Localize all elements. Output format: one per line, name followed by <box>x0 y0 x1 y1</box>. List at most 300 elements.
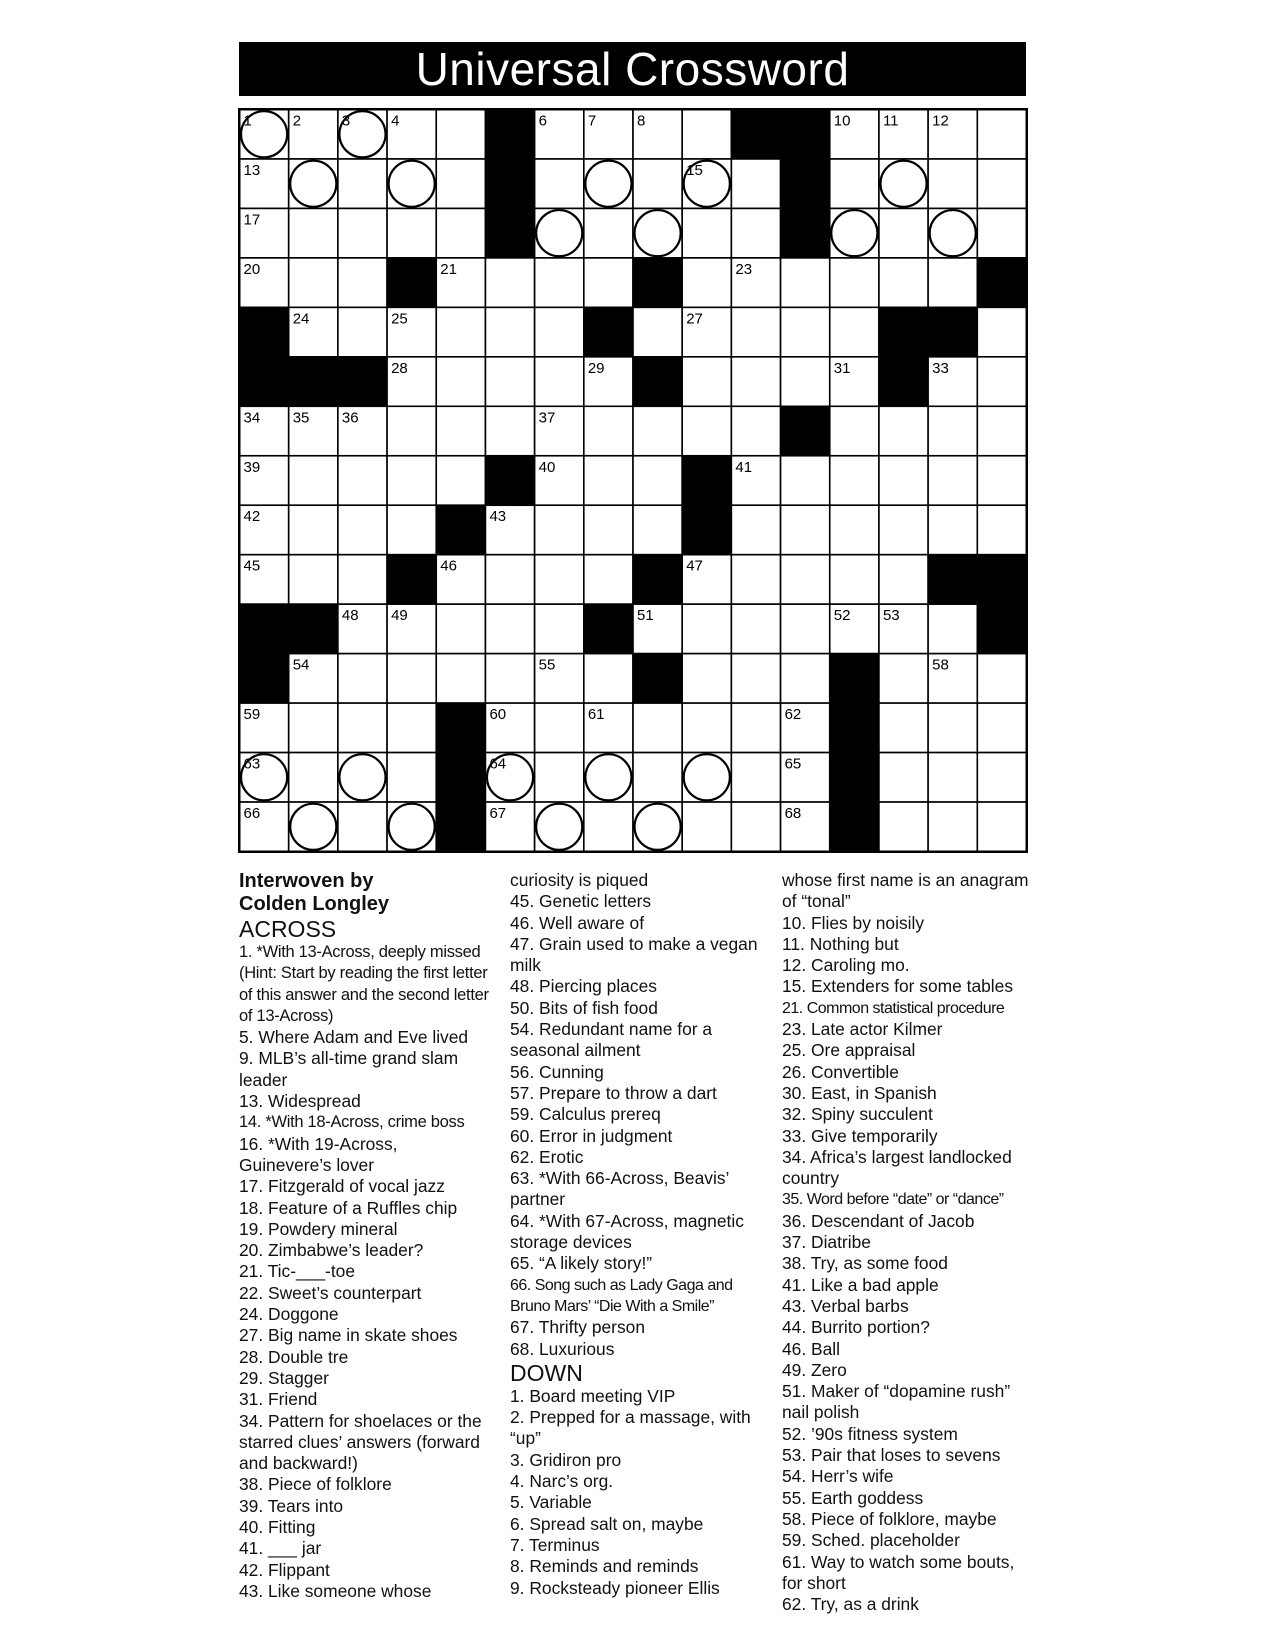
grid-cell[interactable] <box>928 208 977 257</box>
grid-cell[interactable] <box>338 456 387 505</box>
grid-cell[interactable] <box>781 654 830 703</box>
grid-cell[interactable] <box>387 802 436 851</box>
clue-item: 46. Ball <box>782 1338 841 1359</box>
clue-number: 47 <box>686 557 703 575</box>
clue-item: 34. Africa’s largest landlocked country <box>782 1146 1012 1189</box>
grid-cell[interactable] <box>879 654 928 703</box>
clue-item: 49. Zero <box>782 1359 847 1380</box>
black-square <box>289 604 338 653</box>
puzzle-author: Colden Longley <box>239 893 389 915</box>
grid-cell[interactable] <box>977 159 1026 208</box>
clue-number: 33 <box>932 359 949 377</box>
grid-cell[interactable] <box>633 159 682 208</box>
grid-cell[interactable] <box>879 208 928 257</box>
grid-cell[interactable] <box>731 753 780 802</box>
grid-cell[interactable] <box>485 258 534 307</box>
down-heading: DOWN <box>510 1359 583 1386</box>
clue-item: 38. Piece of folklore <box>239 1474 392 1495</box>
grid-cell[interactable] <box>830 456 879 505</box>
grid-cell[interactable] <box>731 406 780 455</box>
clue-item: 41. Like a bad apple <box>782 1274 939 1295</box>
grid-cell[interactable] <box>338 307 387 356</box>
grid-cell[interactable] <box>879 456 928 505</box>
grid-cell[interactable] <box>485 406 534 455</box>
grid-cell[interactable] <box>485 307 534 356</box>
grid-cell[interactable] <box>584 258 633 307</box>
black-square <box>240 604 289 653</box>
clue-item: 51. Maker of “dopamine rush” nail polish <box>782 1381 1011 1423</box>
black-square <box>387 555 436 604</box>
clue-number: 11 <box>882 112 899 130</box>
clue-item: 42. Flippant <box>239 1559 330 1580</box>
black-square <box>879 307 928 356</box>
grid-cell[interactable] <box>731 802 780 851</box>
clue-number: 42 <box>243 508 261 526</box>
grid-cell[interactable] <box>830 555 879 604</box>
grid-cell[interactable] <box>879 802 928 851</box>
grid-cell[interactable] <box>781 505 830 554</box>
clue-number: 17 <box>243 211 261 229</box>
grid-cell[interactable] <box>977 703 1026 752</box>
clue-number: 9 <box>784 112 793 130</box>
clue-item: 46. Well aware of <box>510 912 645 933</box>
clue-number: 57 <box>833 656 851 674</box>
clue-number: 21 <box>440 260 457 278</box>
grid-cell[interactable] <box>977 654 1026 703</box>
clue-item: 44. Burrito portion? <box>782 1317 930 1338</box>
grid-cell[interactable] <box>633 505 682 554</box>
page-title: Universal Crossword <box>239 42 1026 96</box>
clue-item: 7. Terminus <box>510 1534 600 1555</box>
grid-cell[interactable] <box>584 208 633 257</box>
clue-item: 48. Piercing places <box>510 976 657 997</box>
grid-cell[interactable] <box>977 110 1026 159</box>
clue-number: 12 <box>932 112 949 130</box>
clue-item: 64. *With 67-Across, magnetic storage devices <box>510 1210 744 1253</box>
grid-cell[interactable] <box>879 505 928 554</box>
clue-number: 28 <box>391 359 408 377</box>
grid-cell[interactable] <box>682 258 731 307</box>
clue-item: 10. Flies by noisily <box>782 912 925 933</box>
grid-cell[interactable] <box>682 110 731 159</box>
grid-cell[interactable] <box>830 307 879 356</box>
black-square <box>682 456 731 505</box>
clue-number: 24 <box>292 310 310 328</box>
grid-cell[interactable] <box>338 703 387 752</box>
black-square <box>387 258 436 307</box>
clue-item: 45. Genetic letters <box>510 891 652 912</box>
clue-item: 52. ’90s fitness system <box>782 1423 958 1444</box>
grid-cell[interactable] <box>584 555 633 604</box>
clue-number: 10 <box>833 112 851 130</box>
clue-number: 52 <box>833 607 851 625</box>
clue-item: 47. Grain used to make a vegan milk <box>510 933 758 976</box>
black-square <box>240 307 289 356</box>
grid-cell[interactable] <box>633 208 682 257</box>
grid-cell[interactable] <box>436 456 485 505</box>
clue-item: 12. Caroling mo. <box>782 955 910 976</box>
grid-cell[interactable] <box>928 456 977 505</box>
grid-cell[interactable] <box>289 159 338 208</box>
clue-item: 17. Fitzgerald of vocal jazz <box>239 1176 445 1197</box>
down-clue-list <box>510 1386 765 1599</box>
crossword-grid[interactable] <box>238 108 1028 853</box>
grid-cell[interactable] <box>781 258 830 307</box>
grid-cell[interactable] <box>731 703 780 752</box>
grid-cell[interactable] <box>289 555 338 604</box>
clue-number: 37 <box>538 409 556 427</box>
grid-cell[interactable] <box>682 703 731 752</box>
clue-number: 39 <box>243 458 261 476</box>
clue-item: 4. Narc’s org. <box>510 1471 614 1492</box>
black-square <box>289 357 338 406</box>
black-square <box>436 753 485 802</box>
clue-item: 34. Pattern for shoelaces or the starred clues’ answers (forward and backward!) <box>239 1410 482 1474</box>
grid-cell[interactable] <box>682 357 731 406</box>
grid-cell[interactable] <box>830 505 879 554</box>
grid-cell[interactable] <box>633 456 682 505</box>
grid-cell[interactable] <box>977 357 1026 406</box>
clue-number: 44 <box>686 508 703 526</box>
grid-cell[interactable] <box>682 604 731 653</box>
grid-cell[interactable] <box>584 456 633 505</box>
grid-cell[interactable] <box>731 357 780 406</box>
grid-cell[interactable] <box>928 159 977 208</box>
across-heading: ACROSS <box>239 916 337 942</box>
grid-cell[interactable] <box>928 258 977 307</box>
clue-number: 36 <box>341 409 359 427</box>
grid-cell[interactable] <box>731 604 780 653</box>
clue-number: 34 <box>243 409 261 427</box>
clue-item: 56. Cunning <box>510 1061 604 1082</box>
black-square <box>977 604 1026 653</box>
clue-item: 15. Extenders for some tables <box>782 976 1014 997</box>
grid-cell[interactable] <box>682 753 731 802</box>
clue-item: 61. Way to watch some bouts, for short <box>782 1551 1015 1593</box>
clue-item: 62. Erotic <box>510 1146 584 1167</box>
clue-item: 58. Piece of folklore, maybe <box>782 1508 997 1529</box>
grid-cell[interactable] <box>485 357 534 406</box>
clue-number: 23 <box>735 260 753 278</box>
clue-number: 61 <box>587 706 605 724</box>
grid-cell[interactable] <box>731 208 780 257</box>
grid-cell[interactable] <box>781 357 830 406</box>
grid-cell[interactable] <box>977 208 1026 257</box>
grid-cell[interactable] <box>436 307 485 356</box>
grid-cell[interactable] <box>584 159 633 208</box>
grid-cell[interactable] <box>928 406 977 455</box>
clue-number: 7 <box>587 112 597 130</box>
clue-number: 60 <box>489 706 507 724</box>
grid-cell[interactable] <box>731 555 780 604</box>
grid-cell[interactable] <box>338 753 387 802</box>
grid-cell[interactable] <box>928 753 977 802</box>
grid-cell[interactable] <box>731 307 780 356</box>
clue-item: 19. Powdery mineral <box>239 1218 398 1239</box>
grid-cell[interactable] <box>928 703 977 752</box>
grid-cell[interactable] <box>584 406 633 455</box>
clue-number: 56 <box>637 656 654 674</box>
grid-cell[interactable] <box>535 555 584 604</box>
clue-number: 31 <box>833 359 851 377</box>
grid-cell[interactable] <box>436 357 485 406</box>
grid-cell[interactable] <box>485 654 534 703</box>
black-square <box>338 357 387 406</box>
clue-item: 25. Ore appraisal <box>782 1040 916 1061</box>
clue-item: 36. Descendant of Jacob <box>782 1210 975 1231</box>
clue-item: 1. *With 13-Across, deeply missed (Hint: Start by reading the first letter of this answer and the second letter of 13-Across) <box>239 943 489 1025</box>
puzzle-title: Interwoven by <box>239 870 374 892</box>
grid-cell[interactable] <box>879 159 928 208</box>
clue-item: 62. Try, as a drink <box>782 1594 919 1615</box>
clue-number: 35 <box>292 409 310 427</box>
grid-cell[interactable] <box>289 802 338 851</box>
clue-item: 33. Give temporarily <box>782 1125 938 1146</box>
clue-item: 14. *With 18-Across, crime boss <box>239 1113 465 1132</box>
grid-cell[interactable] <box>830 406 879 455</box>
clue-item: 27. Big name in skate shoes <box>239 1325 458 1346</box>
grid-cell[interactable] <box>387 159 436 208</box>
grid-cell[interactable] <box>633 753 682 802</box>
black-square <box>485 456 534 505</box>
grid-cell[interactable] <box>387 208 436 257</box>
grid-cell[interactable] <box>977 406 1026 455</box>
grid-cell[interactable] <box>977 505 1026 554</box>
grid-cell[interactable] <box>633 406 682 455</box>
clue-number: 67 <box>489 805 507 823</box>
clue-number: 50 <box>587 607 605 625</box>
clue-item: 5. Variable <box>510 1492 592 1513</box>
grid-cell[interactable] <box>535 357 584 406</box>
grid-cell[interactable] <box>584 654 633 703</box>
grid-cell[interactable] <box>387 505 436 554</box>
across-clue-list <box>239 942 494 1602</box>
clue-item: whose first name is an anagram of “tonal” <box>782 870 1029 912</box>
grid-cell[interactable] <box>977 456 1026 505</box>
clue-item: 66. Song such as Lady Gaga and Bruno Mars’ “Die With a Smile” <box>510 1276 733 1315</box>
black-square <box>436 802 485 851</box>
grid-cell[interactable] <box>830 159 879 208</box>
clue-item: 38. Try, as some food <box>782 1253 948 1274</box>
clue-number: 20 <box>243 260 261 278</box>
clue-number: 5 <box>489 112 498 130</box>
clue-column-2 <box>510 870 765 1599</box>
clue-item: 28. Double tre <box>239 1346 349 1367</box>
clue-item: 20. Zimbabwe’s leader? <box>239 1240 424 1261</box>
grid-cell[interactable] <box>436 406 485 455</box>
clue-number: 29 <box>587 359 605 377</box>
grid-cell[interactable] <box>535 802 584 851</box>
grid-cell[interactable] <box>289 703 338 752</box>
clue-number: 58 <box>932 656 949 674</box>
grid-cell[interactable] <box>535 208 584 257</box>
clue-item: 30. East, in Spanish <box>782 1082 937 1103</box>
clue-item: 37. Diatribe <box>782 1232 871 1253</box>
clue-item: 60. Error in judgment <box>510 1125 673 1146</box>
grid-cell[interactable] <box>387 703 436 752</box>
grid-cell[interactable] <box>535 753 584 802</box>
grid-cell[interactable] <box>485 604 534 653</box>
grid-cell[interactable] <box>289 505 338 554</box>
clue-item: 50. Bits of fish food <box>510 997 658 1018</box>
grid-cell[interactable] <box>781 604 830 653</box>
clue-number: 45 <box>243 557 261 575</box>
clue-number: 51 <box>637 607 654 625</box>
grid-cell[interactable] <box>535 604 584 653</box>
grid-cell[interactable] <box>289 456 338 505</box>
grid-cell[interactable] <box>879 753 928 802</box>
grid-cell[interactable] <box>977 753 1026 802</box>
grid-cell[interactable] <box>338 555 387 604</box>
clue-number: 16 <box>784 161 802 179</box>
grid-cell[interactable] <box>731 159 780 208</box>
black-square <box>830 802 879 851</box>
grid-cell[interactable] <box>682 802 731 851</box>
clue-item: 65. “A likely story!” <box>510 1253 653 1274</box>
grid-cell[interactable] <box>289 258 338 307</box>
grid-cell[interactable] <box>781 555 830 604</box>
grid-cell[interactable] <box>338 159 387 208</box>
clue-item: 57. Prepare to throw a dart <box>510 1082 717 1103</box>
grid-cell[interactable] <box>879 258 928 307</box>
grid-cell[interactable] <box>781 456 830 505</box>
grid-cell[interactable] <box>387 654 436 703</box>
grid-cell[interactable] <box>682 654 731 703</box>
black-square <box>436 703 485 752</box>
grid-cell[interactable] <box>633 703 682 752</box>
grid-cell[interactable] <box>338 802 387 851</box>
grid-cell[interactable] <box>731 505 780 554</box>
black-square <box>977 258 1026 307</box>
grid-cell[interactable] <box>338 654 387 703</box>
clue-number: 1 <box>243 112 252 130</box>
grid-cell[interactable] <box>633 307 682 356</box>
clue-item: 23. Late actor Kilmer <box>782 1019 943 1040</box>
clue-number: 64 <box>489 755 507 773</box>
clue-item: 1. Board meeting VIP <box>510 1385 676 1406</box>
grid-cell[interactable] <box>338 208 387 257</box>
grid-cell[interactable] <box>633 802 682 851</box>
grid-cell[interactable] <box>584 505 633 554</box>
clue-item: 21. Tic-___-toe <box>239 1261 356 1282</box>
clue-number: 41 <box>735 458 753 476</box>
clue-number: 55 <box>538 656 556 674</box>
grid-cell[interactable] <box>584 802 633 851</box>
black-square <box>928 555 977 604</box>
clue-item: 9. MLB’s all-time grand slam leader <box>239 1048 459 1090</box>
clue-item: 18. Feature of a Ruffles chip <box>239 1197 458 1218</box>
clue-item: 5. Where Adam and Eve lived <box>239 1027 469 1048</box>
clue-item: 32. Spiny succulent <box>782 1104 933 1125</box>
black-square <box>928 307 977 356</box>
grid-cell[interactable] <box>584 753 633 802</box>
grid-cell[interactable] <box>830 208 879 257</box>
clue-number: 19 <box>784 211 802 229</box>
grid-cell[interactable] <box>977 802 1026 851</box>
grid-cell[interactable] <box>879 555 928 604</box>
clue-number: 43 <box>489 508 507 526</box>
clue-item: 35. Word before “date” or “dance” <box>782 1191 1004 1209</box>
grid-cell[interactable] <box>485 555 534 604</box>
clue-item: 31. Friend <box>239 1389 318 1410</box>
clue-number: 68 <box>784 805 802 823</box>
clue-number: 6 <box>538 112 547 130</box>
grid-cell[interactable] <box>436 208 485 257</box>
black-square <box>977 555 1026 604</box>
black-square <box>830 703 879 752</box>
grid-cell[interactable] <box>289 753 338 802</box>
grid-cell[interactable] <box>682 208 731 257</box>
clue-item: 11. Nothing but <box>782 933 899 954</box>
grid-cell[interactable] <box>535 258 584 307</box>
grid-cell[interactable] <box>535 159 584 208</box>
black-square <box>240 357 289 406</box>
clue-number: 30 <box>637 359 654 377</box>
black-square <box>830 753 879 802</box>
grid-cell[interactable] <box>928 802 977 851</box>
grid-cell[interactable] <box>338 258 387 307</box>
grid-cell[interactable] <box>338 505 387 554</box>
clue-item: 54. Redundant name for a seasonal ailment <box>510 1019 713 1061</box>
clue-number: 65 <box>784 755 802 773</box>
clue-number: 15 <box>686 161 703 179</box>
clue-number: 40 <box>538 458 556 476</box>
grid-cell[interactable] <box>436 110 485 159</box>
clue-number: 62 <box>784 706 802 724</box>
clue-item: 68. Luxurious <box>510 1338 615 1359</box>
clue-number: 49 <box>391 607 408 625</box>
clue-item: 43. Like someone whose <box>239 1580 432 1601</box>
across-clue-list-continued <box>510 870 765 1360</box>
clue-number: 54 <box>292 656 310 674</box>
black-square <box>436 505 485 554</box>
clue-item: 39. Tears into <box>239 1495 344 1516</box>
grid-cell[interactable] <box>731 654 780 703</box>
clue-number: 13 <box>243 161 261 179</box>
grid-cell[interactable] <box>387 456 436 505</box>
clue-number: 27 <box>686 310 703 328</box>
clue-item: 40. Fitting <box>239 1517 316 1538</box>
grid-cell[interactable] <box>436 604 485 653</box>
clue-number: 53 <box>882 607 900 625</box>
grid-cell[interactable] <box>879 406 928 455</box>
grid-cell[interactable] <box>928 604 977 653</box>
clue-item: 13. Widespread <box>239 1091 361 1112</box>
grid-cell[interactable] <box>535 703 584 752</box>
clue-number: 63 <box>243 755 261 773</box>
clue-number: 22 <box>637 260 654 278</box>
grid-cell[interactable] <box>830 258 879 307</box>
clue-item: 16. *With 19-Across, Guinevere’s lover <box>239 1133 398 1175</box>
grid-cell[interactable] <box>781 307 830 356</box>
grid-cell[interactable] <box>436 159 485 208</box>
grid-cell[interactable] <box>387 753 436 802</box>
grid-cell[interactable] <box>387 406 436 455</box>
grid-cell[interactable] <box>977 307 1026 356</box>
grid-cell[interactable] <box>682 406 731 455</box>
grid-cell[interactable] <box>436 654 485 703</box>
clue-number: 46 <box>440 557 457 575</box>
grid-cell[interactable] <box>879 703 928 752</box>
grid-cell[interactable] <box>289 208 338 257</box>
grid-cell[interactable] <box>535 307 584 356</box>
clue-number: 38 <box>784 409 802 427</box>
clue-item: 9. Rocksteady pioneer Ellis <box>510 1577 720 1598</box>
clue-number: 48 <box>341 607 359 625</box>
grid-cell[interactable] <box>928 505 977 554</box>
grid-cell[interactable] <box>535 505 584 554</box>
clue-item: 29. Stagger <box>239 1367 329 1388</box>
